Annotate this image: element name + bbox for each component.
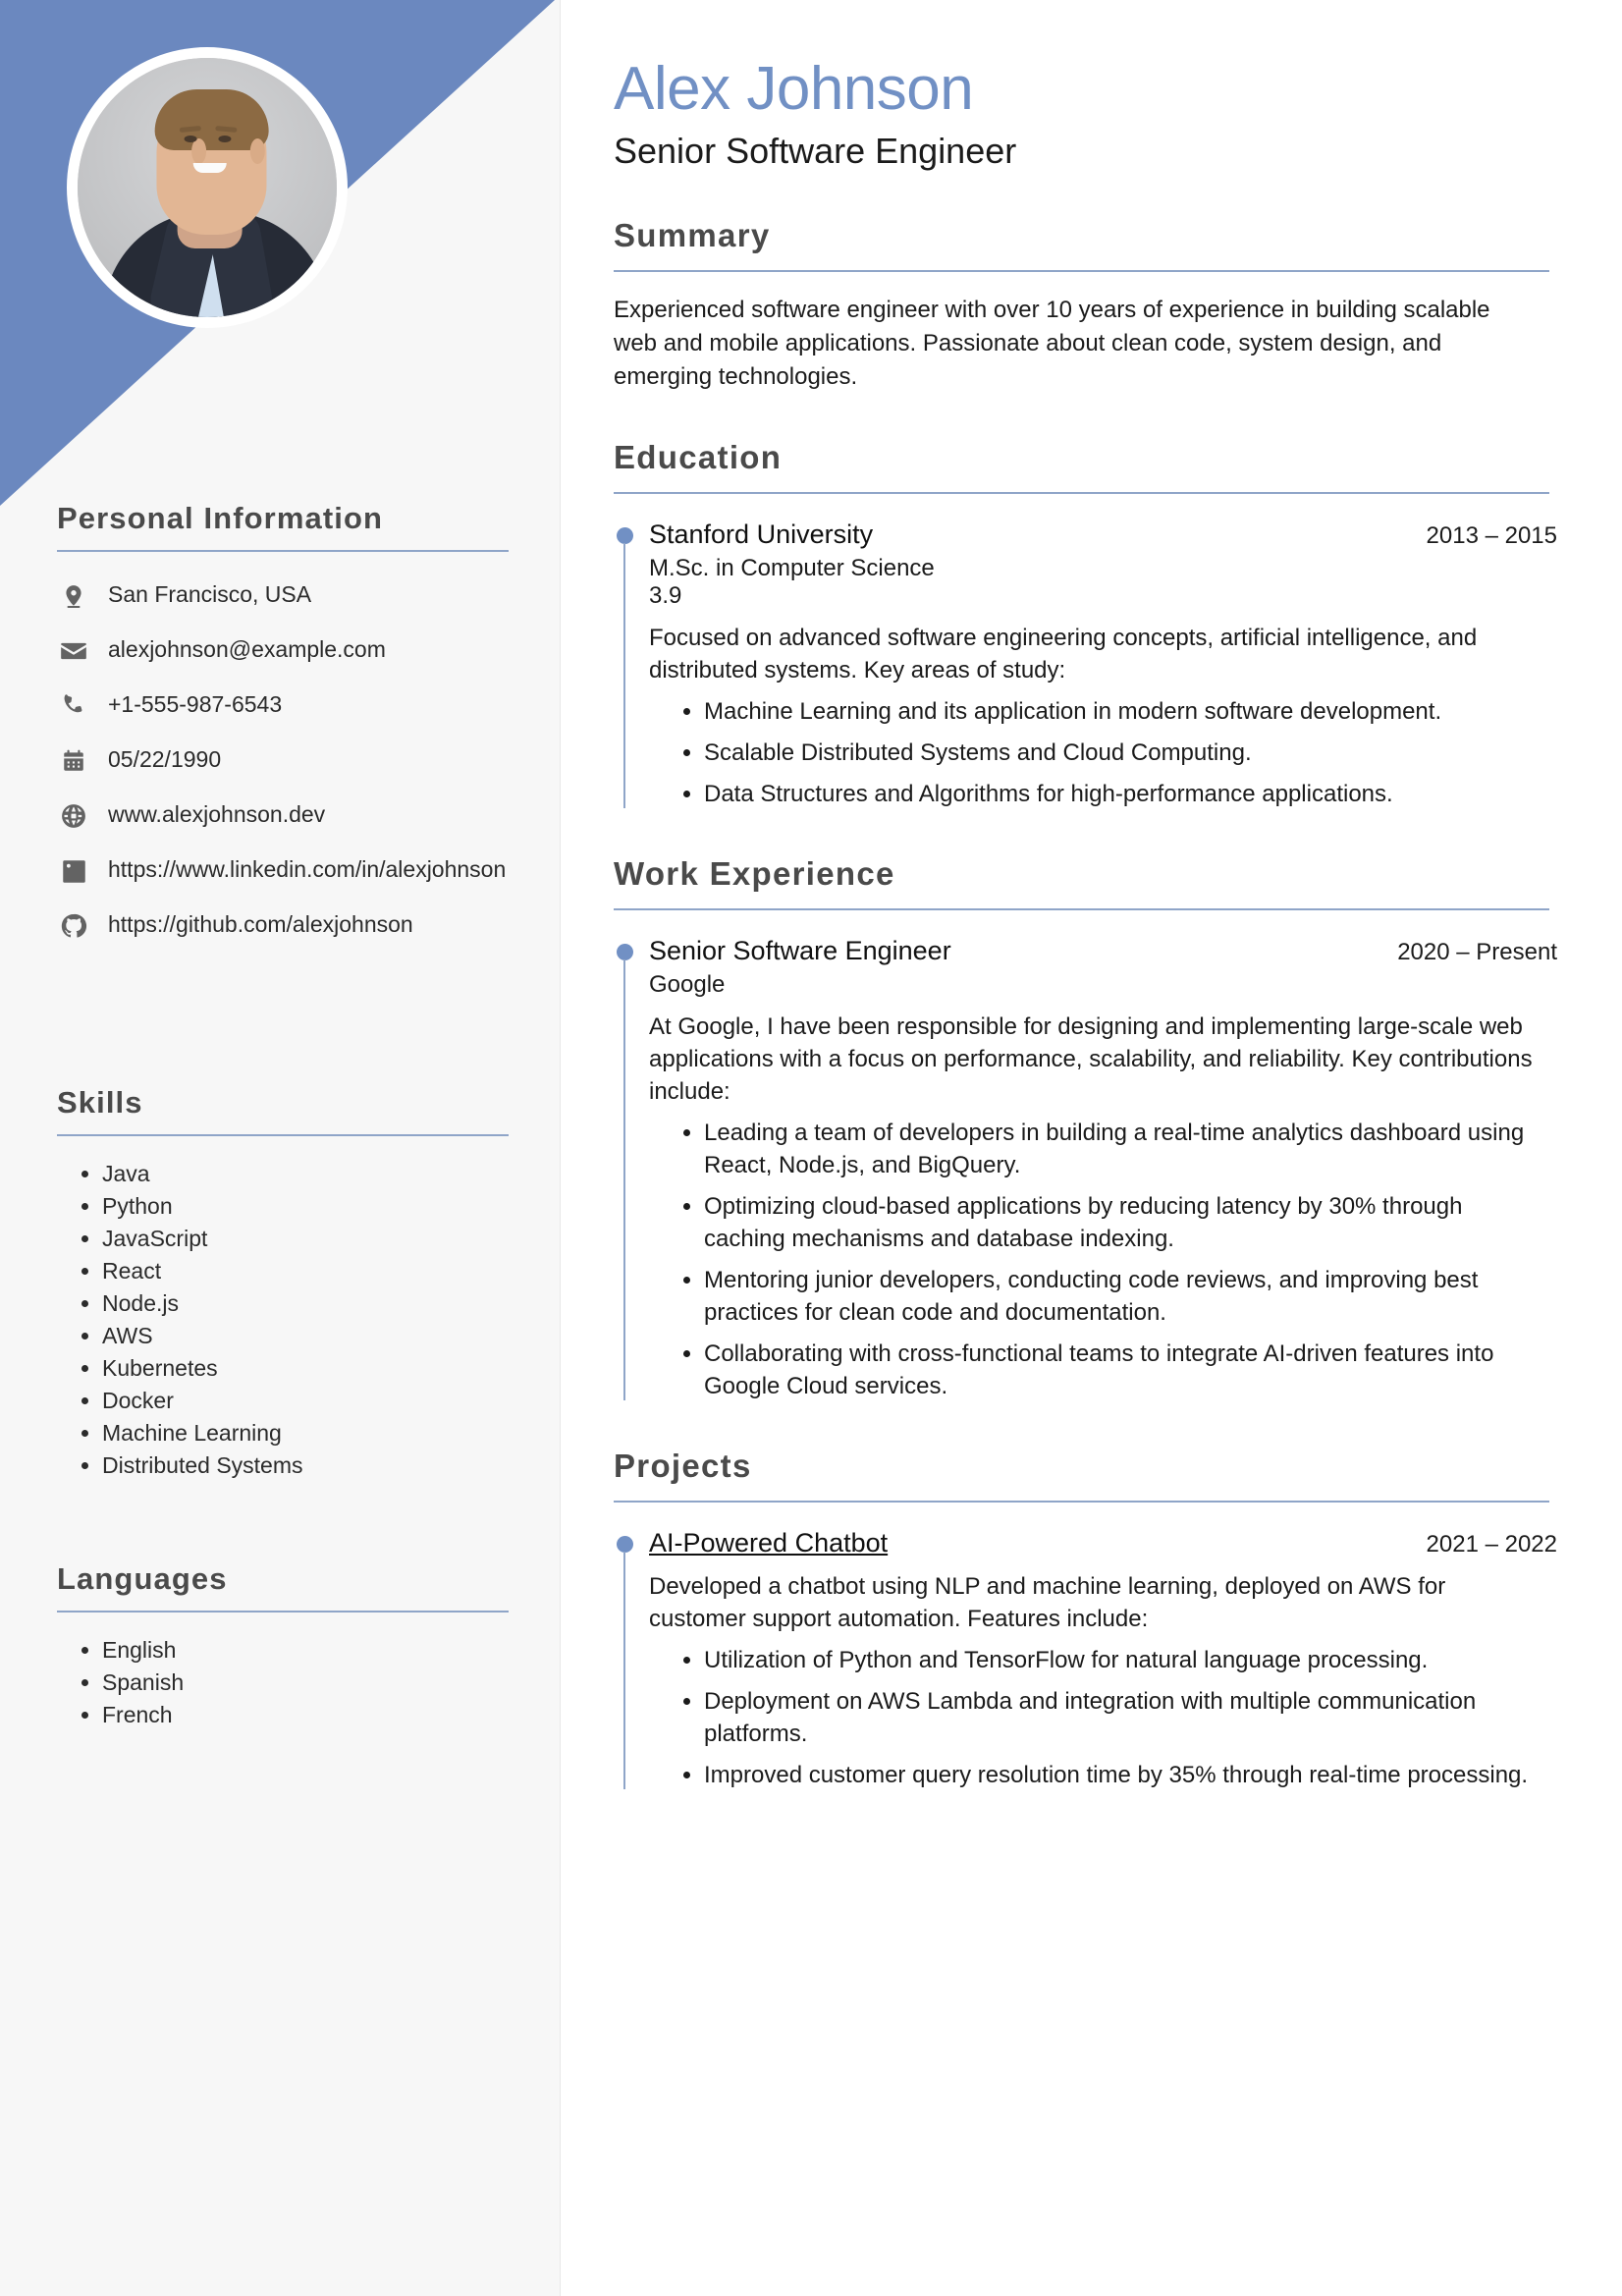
section-summary (614, 217, 1556, 394)
project-description: Developed a chatbot using NLP and machine learning, deployed on AWS for customer support automation. Features include: (649, 1573, 1446, 1633)
personal-information-heading: Personal Information (57, 501, 384, 535)
list-item: • Machine Learning and its application in modern software development. (704, 695, 1538, 728)
contact-item-linkedin[interactable] (57, 852, 509, 888)
contact-item-github[interactable] (57, 907, 509, 943)
contact-item-location[interactable] (57, 577, 509, 613)
contact-value-birthdate: 05/22/1990 (108, 746, 222, 772)
contact-item-phone[interactable] (57, 687, 509, 723)
list-item: • React (102, 1255, 509, 1287)
section-divider (57, 550, 509, 552)
section-work-experience (614, 855, 1556, 1402)
section-personal-information (57, 501, 509, 962)
contact-value-github: https://github.com/alexjohnson (108, 911, 413, 937)
section-divider (614, 1501, 1549, 1503)
contact-value-phone: +1-555-987-6543 (108, 691, 283, 717)
work-company: Google (649, 971, 726, 999)
languages-heading: Languages (57, 1561, 228, 1596)
summary-text: Experienced software engineer with over 10 years of experience in building scalable web and mobile applications. Passionate about clean code, system design, and emerging technologies. (614, 297, 1490, 391)
section-skills (57, 1085, 509, 1482)
list-item: • Optimizing cloud-based applications by reducing latency by 30% through caching mechanisms and database indexing. (704, 1190, 1538, 1255)
contact-list (57, 577, 509, 943)
main-column (614, 0, 1556, 1791)
work-experience-heading: Work Experience (614, 855, 895, 893)
calendar-icon (57, 744, 90, 778)
work-description: At Google, I have been responsible for designing and implementing large-scale web applications with a focus on performance, scalability, and reliability. Key contributions include: (649, 1013, 1533, 1106)
section-education (614, 439, 1556, 810)
page-title: Alex Johnson (614, 55, 974, 123)
section-divider (614, 492, 1549, 494)
education-institution: Stanford University (649, 519, 874, 550)
skills-heading: Skills (57, 1085, 143, 1120)
list-item: • JavaScript (102, 1223, 509, 1255)
entry-header (649, 519, 1557, 550)
education-gpa: 3.9 (649, 582, 682, 610)
education-date: 2013 – 2015 (1426, 522, 1557, 550)
entry-header (649, 936, 1557, 966)
section-divider (57, 1134, 509, 1136)
list-item: • Leading a team of developers in building a real-time analytics dashboard using React, Node.js, and BigQuery. (704, 1117, 1538, 1181)
github-icon (57, 909, 90, 943)
contact-value-linkedin: https://www.linkedin.com/in/alexjohnson (108, 856, 507, 882)
education-heading: Education (614, 439, 783, 476)
projects-heading: Projects (614, 1448, 752, 1485)
section-languages (57, 1561, 509, 1731)
list-item: • English (102, 1634, 509, 1667)
list-item: • Scalable Distributed Systems and Cloud Computing. (704, 737, 1538, 769)
contact-value-location: San Francisco, USA (108, 581, 312, 607)
project-date: 2021 – 2022 (1426, 1531, 1557, 1558)
linkedin-icon (57, 854, 90, 888)
education-description: Focused on advanced software engineering concepts, artificial intelligence, and distributed systems. Key areas of study: (649, 625, 1478, 684)
languages-list (57, 1634, 509, 1731)
contact-value-email: alexjohnson@example.com (108, 636, 386, 662)
list-item: • Mentoring junior developers, conducting code reviews, and improving best practices for clean code and documentation. (704, 1264, 1538, 1329)
work-entry (614, 936, 1556, 1402)
list-item: • Distributed Systems (102, 1449, 509, 1482)
work-bullets (649, 1117, 1538, 1402)
list-item: • Improved customer query resolution time by 35% through real-time processing. (704, 1759, 1538, 1791)
section-divider (614, 908, 1549, 910)
envelope-icon (57, 634, 90, 668)
location-pin-icon (57, 579, 90, 613)
list-item: • French (102, 1699, 509, 1731)
list-item: • Machine Learning (102, 1417, 509, 1449)
project-bullets (649, 1644, 1538, 1791)
list-item: • Node.js (102, 1287, 509, 1320)
education-bullets (649, 695, 1538, 810)
summary-heading: Summary (614, 217, 771, 254)
section-divider (57, 1611, 509, 1613)
list-item: • Java (102, 1158, 509, 1190)
list-item: • Deployment on AWS Lambda and integration with multiple communication platforms. (704, 1685, 1538, 1750)
list-item: • Data Structures and Algorithms for high-performance applications. (704, 778, 1538, 810)
contact-item-email[interactable] (57, 632, 509, 668)
work-position: Senior Software Engineer (649, 936, 951, 966)
list-item: • Utilization of Python and TensorFlow for natural language processing. (704, 1644, 1538, 1676)
phone-icon (57, 689, 90, 723)
list-item: • Python (102, 1190, 509, 1223)
project-title-link[interactable]: AI-Powered Chatbot (649, 1528, 889, 1558)
education-degree: M.Sc. in Computer Science (649, 555, 935, 582)
skills-list (57, 1158, 509, 1482)
entry-header (649, 1528, 1557, 1558)
list-item: • Spanish (102, 1667, 509, 1699)
contact-item-birthdate[interactable] (57, 742, 509, 778)
globe-icon (57, 799, 90, 833)
list-item: • Docker (102, 1385, 509, 1417)
avatar (67, 47, 348, 328)
education-entry (614, 519, 1556, 810)
sidebar (0, 0, 561, 2296)
section-projects (614, 1448, 1556, 1791)
list-item: • AWS (102, 1320, 509, 1352)
list-item: • Collaborating with cross-functional teams to integrate AI-driven features into Google Cloud services. (704, 1338, 1538, 1402)
contact-item-website[interactable] (57, 797, 509, 833)
project-entry (614, 1528, 1556, 1791)
job-title: Senior Software Engineer (614, 131, 1017, 172)
work-date: 2020 – Present (1397, 939, 1557, 966)
profile-photo (78, 58, 337, 317)
section-divider (614, 270, 1549, 272)
contact-value-website: www.alexjohnson.dev (108, 801, 326, 827)
list-item: • Kubernetes (102, 1352, 509, 1385)
